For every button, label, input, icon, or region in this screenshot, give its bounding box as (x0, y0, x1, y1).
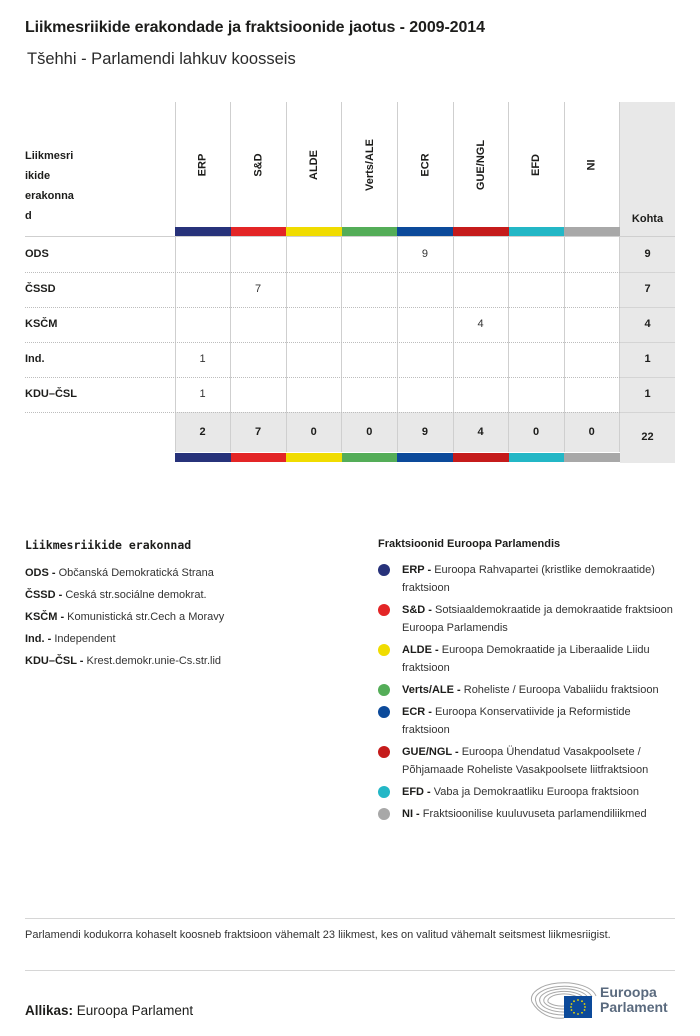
color-dot-icon (378, 564, 390, 576)
group-color-bar (564, 227, 620, 236)
group-name: Fraktsioonilise kuuluvuseta parlamendiliikmed (419, 808, 647, 820)
row-label: KSČM (25, 318, 58, 330)
column-header (175, 102, 231, 227)
group-color-bar (175, 227, 231, 236)
party-abbr: KSČM - (25, 611, 65, 623)
party-legend-title: Liikmesriikide erakonnad (25, 538, 192, 552)
distribution-table (0, 0, 700, 470)
group-color-bar (342, 227, 398, 236)
row-divider (620, 412, 675, 413)
page-title: Liikmesriikide erakondade ja fraktsioonide jaotus - 2009-2014 (25, 19, 485, 36)
row-divider (620, 307, 675, 308)
party-abbr: ČSSD - (25, 589, 63, 601)
group-abbr: ALDE - (402, 644, 439, 656)
party-legend (25, 562, 355, 672)
column-total: 4 (477, 426, 484, 438)
column-header (231, 102, 287, 227)
party-legend-item (25, 628, 355, 650)
total-column-header: Kohta (631, 213, 664, 225)
group-legend-item (378, 743, 678, 779)
group-legend-title: Fraktsioonid Euroopa Parlamendis (378, 538, 561, 550)
row-total: 1 (644, 388, 651, 400)
column-total: 0 (588, 426, 595, 438)
group-color-bar (231, 453, 287, 462)
group-abbr: ERP - (402, 564, 432, 576)
group-color-bar (509, 453, 565, 462)
column-header (397, 102, 453, 227)
group-abbr: S&D - (402, 604, 432, 616)
group-legend (378, 561, 678, 827)
group-name: Euroopa Konservatiivide ja Reformistide fraktsioon (402, 706, 631, 736)
group-legend-item (378, 601, 678, 637)
party-name: Krest.demokr.unie-Cs.str.lid (83, 655, 222, 667)
group-color-bar (509, 227, 565, 236)
group-color-bar (231, 227, 287, 236)
column-total: 9 (421, 426, 428, 438)
column-header-label: S&D (252, 152, 265, 177)
row-header-line: Liikmesri (25, 150, 74, 162)
row-divider (620, 377, 675, 378)
group-color-bar (286, 227, 342, 236)
column-header (564, 102, 620, 227)
party-name: Independent (51, 633, 116, 645)
column-header-label: ECR (419, 152, 432, 177)
party-abbr: KDU–ČSL - (25, 655, 84, 667)
group-legend-item (378, 703, 678, 739)
color-dot-icon (378, 706, 390, 718)
footnote: Parlamendi kodukorra kohaselt koosneb fraktsioon vähemalt 23 liikmest, kes on valitud vähemalt seitsmest liikmesriigist. (25, 929, 611, 941)
row-total: 7 (644, 283, 651, 295)
source-value: Euroopa Parlament (76, 1003, 194, 1018)
logo-line: Euroopa (600, 984, 657, 1000)
group-color-bar (397, 227, 453, 236)
row-total: 1 (644, 353, 651, 365)
column-header-label: ALDE (307, 149, 320, 180)
party-abbr: Ind. - (25, 633, 52, 645)
group-name: Roheliste / Euroopa Vabaliidu fraktsioon (460, 684, 659, 696)
table-cell: 4 (477, 318, 484, 330)
column-header-label: NI (585, 159, 598, 170)
row-label: ODS (25, 248, 49, 260)
group-abbr: EFD - (402, 786, 431, 798)
row-header-line: ikide (25, 170, 51, 182)
group-color-bar (175, 453, 231, 462)
row-label: ČSSD (25, 283, 56, 295)
party-name: Komunistická str.Cech a Moravy (64, 611, 225, 623)
color-dot-icon (378, 746, 390, 758)
row-header-line: erakonna (25, 190, 74, 202)
table-cell: 9 (421, 248, 428, 260)
column-total: 2 (199, 426, 206, 438)
row-divider (25, 272, 620, 273)
column-header (453, 102, 509, 227)
group-name: Euroopa Rahvapartei (kristlike demokraatide) fraktsioon (402, 564, 655, 594)
column-total: 0 (366, 426, 373, 438)
column-header (286, 102, 342, 227)
row-divider (25, 307, 620, 308)
group-legend-item (378, 681, 678, 699)
group-abbr: Verts/ALE - (402, 684, 461, 696)
group-abbr: ECR - (402, 706, 432, 718)
color-dot-icon (378, 604, 390, 616)
row-divider (25, 342, 620, 343)
group-legend-item (378, 561, 678, 597)
table-cell: 1 (199, 353, 206, 365)
party-legend-item (25, 584, 355, 606)
source-line (25, 1003, 193, 1018)
party-legend-item (25, 562, 355, 584)
row-divider (620, 272, 675, 273)
divider (25, 918, 675, 919)
european-parliament-logo (530, 982, 680, 1022)
group-color-bar (453, 227, 509, 236)
group-name: Sotsiaaldemokraatide ja demokraatide fraktsioon Euroopa Parlamendis (402, 604, 673, 634)
row-total: 9 (644, 248, 651, 260)
row-divider (620, 342, 675, 343)
row-divider (25, 377, 620, 378)
color-dot-icon (378, 786, 390, 798)
column-total: 7 (255, 426, 262, 438)
header-divider (620, 236, 675, 237)
group-color-bar (397, 453, 453, 462)
column-total: 0 (310, 426, 317, 438)
column-header (509, 102, 565, 227)
color-dot-icon (378, 644, 390, 656)
row-label: KDU–ČSL (25, 388, 77, 400)
logo-text (600, 985, 668, 1015)
group-color-bar (453, 453, 509, 462)
party-abbr: ODS - (25, 567, 56, 579)
group-abbr: GUE/NGL - (402, 746, 459, 758)
row-label: Ind. (25, 353, 45, 365)
row-divider (25, 412, 620, 413)
column-total: 0 (533, 426, 540, 438)
column-header-label: ERP (196, 153, 209, 176)
group-legend-item (378, 783, 678, 801)
header-divider (25, 236, 620, 237)
color-dot-icon (378, 684, 390, 696)
divider (25, 970, 675, 971)
column-header-label: Verts/ALE (363, 138, 376, 191)
source-label: Allikas: (25, 1003, 74, 1018)
group-color-bar (342, 453, 398, 462)
column-header-label: GUE/NGL (474, 139, 487, 190)
party-name: Ceská str.sociálne demokrat. (62, 589, 207, 601)
row-header-line: d (25, 210, 32, 222)
party-legend-item (25, 606, 355, 628)
group-legend-item (378, 641, 678, 677)
group-legend-item (378, 805, 678, 823)
page-subtitle: Tšehhi - Parlamendi lahkuv koosseis (27, 50, 296, 68)
table-cell: 1 (199, 388, 206, 400)
group-name: Vaba ja Demokraatliku Euroopa fraktsioon (430, 786, 640, 798)
column-header-label: EFD (530, 153, 543, 176)
hemicycle-icon (530, 982, 598, 1022)
grand-total: 22 (641, 431, 654, 443)
group-color-bar (286, 453, 342, 462)
column-header (342, 102, 398, 227)
group-abbr: NI - (402, 808, 420, 820)
group-name: Euroopa Demokraatide ja Liberaalide Liidu fraktsioon (402, 644, 650, 674)
table-cell: 7 (255, 283, 262, 295)
group-color-bar (564, 453, 620, 462)
party-legend-item (25, 650, 355, 672)
row-total: 4 (644, 318, 651, 330)
logo-line: Parlament (600, 999, 668, 1015)
party-name: Občanská Demokratická Strana (55, 567, 214, 579)
row-header-label (25, 146, 95, 226)
group-name: Euroopa Ühendatud Vasakpoolsete / Põhjamaade Roheliste Vasakpoolsete liitfraktsioon (402, 746, 649, 776)
color-dot-icon (378, 808, 390, 820)
